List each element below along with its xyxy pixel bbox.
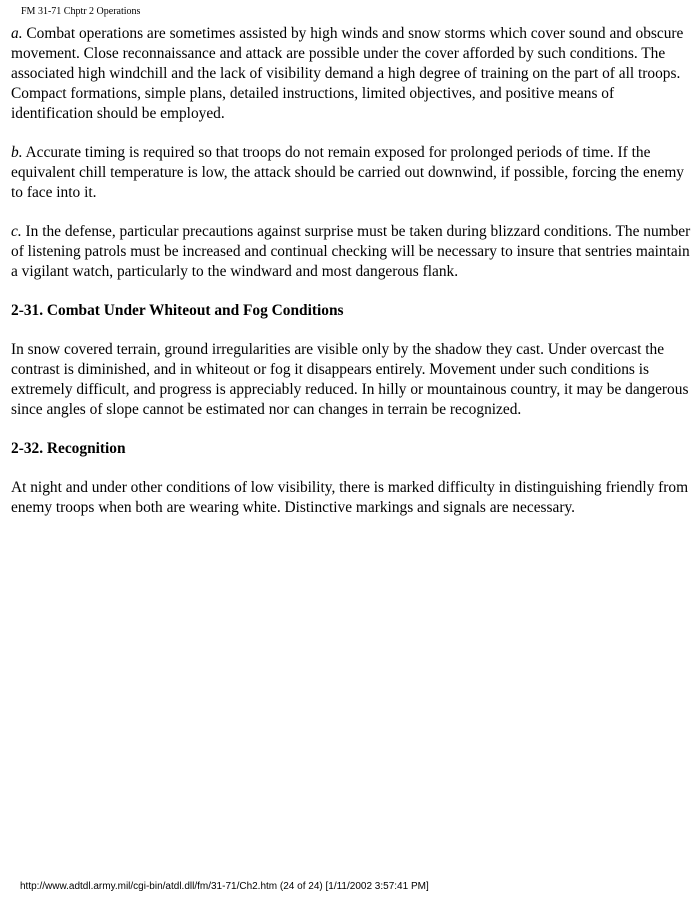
paragraph-a-text: Combat operations are sometimes assisted by high winds and snow storms which cover sound and obscure movement. Close reconnaissance and attack are possible under the cover afforded by such conditions. The associated high windchill and the lack of visibility demand a high degree of training on the part of all troops. Compact formations, simple plans, detailed instructions, limited objectives, and positive means of identification should be employed. — [11, 25, 684, 122]
paragraph-b — [11, 143, 691, 203]
paragraph-b-marker: b. — [11, 144, 23, 161]
paragraph-c-marker: c. — [11, 223, 22, 240]
paragraph-b-text: Accurate timing is required so that troops do not remain exposed for prolonged periods of time. If the equivalent chill temperature is low, the attack should be carried out downwind, if possible, forcing the enemy to face into it. — [11, 144, 685, 201]
document-body — [11, 24, 691, 537]
paragraph-a — [11, 24, 691, 124]
section-2-31-body: In snow covered terrain, ground irregularities are visible only by the shadow they cast. Under overcast the contrast is diminished, and in whiteout or fog it disappears entirely. Movement under such conditions is extremely difficult, and progress is appreciably reduced. In hilly or mountainous country, it may be dangerous since angles of slope cannot be estimated nor can changes in terrain be recognized. — [11, 341, 689, 418]
page-header-title: FM 31-71 Chptr 2 Operations — [21, 6, 141, 17]
paragraph-a-marker: a. — [11, 25, 23, 42]
section-2-32-heading: 2-32. Recognition — [11, 440, 126, 457]
section-2-31-heading: 2-31. Combat Under Whiteout and Fog Conditions — [11, 302, 344, 319]
page-footer-url: http://www.adtdl.army.mil/cgi-bin/atdl.dll/fm/31-71/Ch2.htm (24 of 24) [1/11/2002 3:57:41 PM] — [20, 881, 429, 892]
paragraph-c — [11, 222, 691, 282]
section-2-32-body: At night and under other conditions of low visibility, there is marked difficulty in distinguishing friendly from enemy troops when both are wearing white. Distinctive markings and signals are necessary. — [11, 479, 689, 516]
paragraph-c-text: In the defense, particular precautions against surprise must be taken during blizzard conditions. The number of listening patrols must be increased and continual checking will be necessary to insure that sentries maintain a vigilant watch, particularly to the windward and most dangerous flank. — [11, 223, 691, 280]
